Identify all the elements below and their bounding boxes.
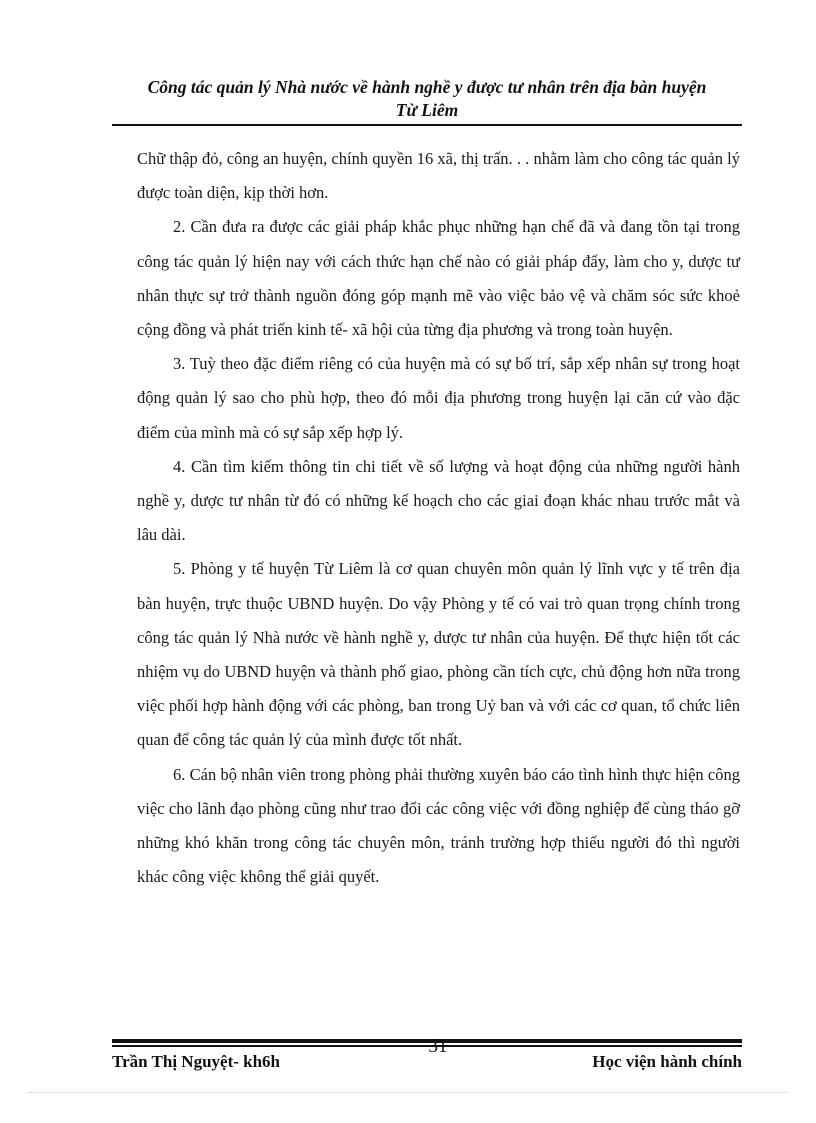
paragraph-item-2: 2. Cần đưa ra được các giải pháp khắc phục những hạn chế đã và đang tồn tại trong công tác quản lý hiện nay với cách thức hạn chế nào có giải pháp đẩy, làm cho y, dược tư nhân thực sự trở thành nguồn đóng góp mạnh mẽ vào việc bảo vệ và chăm sóc sức khoẻ cộng đồng và phát triển kinh tế- xã hội của từng địa phương và trong toàn huyện. xyxy=(137,217,740,340)
paragraph-item-3: 3. Tuỳ theo đặc điểm riêng có của huyện mà có sự bố trí, sắp xếp nhân sự trong hoạt động quản lý sao cho phù hợp, theo đó mỗi địa phương trong huyện lại căn cứ vào đặc điểm của mình mà có sự sắp xếp hợp lý. xyxy=(137,354,740,442)
page-number: 31 xyxy=(428,1036,448,1057)
body-text xyxy=(137,142,740,894)
paragraph-item-6: 6. Cán bộ nhân viên trong phòng phải thường xuyên báo cáo tình hình thực hiện công việc cho lãnh đạo phòng cũng như trao đổi các công việc với đồng nghiệp để cùng tháo gỡ những khó khăn trong công tác chuyên môn, tránh trường hợp thiếu người đó thì người khác công việc không thể giải quyết. xyxy=(137,764,740,887)
paragraph-continuation: Chữ thập đỏ, công an huyện, chính quyền 16 xã, thị trấn. . . nhằm làm cho công tác quản lý được toàn diện, kịp thời hơn. xyxy=(137,149,740,203)
header-title-line-2: Từ Liêm xyxy=(395,100,459,120)
footer-institution: Học viện hành chính xyxy=(592,1052,742,1071)
running-header-title xyxy=(112,76,742,122)
header-divider xyxy=(112,124,742,126)
running-footer xyxy=(112,1050,742,1074)
header-title-line-1: Công tác quản lý Nhà nước về hành nghề y được tư nhân trên địa bàn huyện xyxy=(147,77,707,97)
paragraph-item-5: 5. Phòng y tế huyện Từ Liêm là cơ quan chuyên môn quản lý lĩnh vực y tế trên địa bàn huyện, trực thuộc UBND huyện. Do vậy Phòng y tế có vai trò quan trọng chính trong công tác quản lý Nhà nước về hành nghề y, dược tư nhân của huyện. Để thực hiện tốt các nhiệm vụ do UBND huyện và thành phố giao, phòng cần tích cực, chủ động hơn nữa trong việc phối hợp hành động với các phòng, ban trong Uỷ ban và với các cơ quan, tổ chức liên quan để công tác quản lý của mình được tốt nhất. xyxy=(137,559,740,750)
footer-author: Trần Thị Nguyệt- kh6h xyxy=(112,1052,280,1071)
paragraph-item-4: 4. Cần tìm kiếm thông tin chi tiết về số lượng và hoạt động của những người hành nghề y, dược tư nhân từ đó có những kế hoạch cho các giai đoạn khác nhau trước mắt và lâu dài. xyxy=(137,456,740,545)
page-bottom-edge xyxy=(28,1092,788,1093)
